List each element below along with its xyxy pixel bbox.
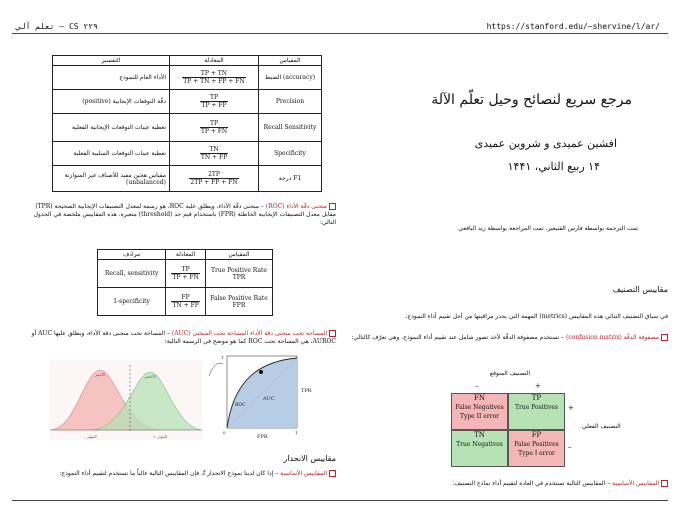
predicted-label: التصنيف المتوقع [489,370,531,377]
metrics-col-interp: التفسير [53,56,170,66]
bullet-icon [329,470,336,477]
formula-num: TP [200,94,227,102]
roc-term: منحنى دقّة الأداء (ROC) [265,203,327,210]
metric-interp: دقّة التوقعات الإيجابية (positive) [53,90,170,114]
metric-formula [170,114,259,142]
metric-name: الضبط (accuracy) [259,66,322,90]
roc-metric: True Positive Rate TPR [206,260,273,288]
main-metrics-paragraph [344,480,668,488]
confusion-term: مصفوفة الدقّة (confusion matrix) [565,334,659,341]
roc-col-formula: المعادلة [166,250,206,260]
auc-text: – المساحة تحت منحنى دقة الأداء، ويطلق عليها AUC أو AUROC، هي المساحة تحت ROC كما هو موضح في الرسمة التالية: [31,330,336,345]
roc-point [259,370,263,374]
metric-interp: مقياس هجين مفيد للأصناف غير المتوازنة (unbalanced) [53,166,170,192]
roc-syn: Recall, sensitivity [98,260,166,288]
formula-num: TP + TN [182,70,245,78]
cm-cell-tn-name: True Negatives [456,441,503,448]
regression-text: – إذا كان لدينا نموذج الانحدار f، فإن المقاييس التالية غالباً ما تستخدم لتقييم أداء النموذج: [59,470,279,477]
roc-metric: False Positive Rate FPR [206,288,273,316]
metric-name: درجة F1 [259,166,322,192]
roc-formula [166,260,206,288]
cm-cell-fp-abbr: FP [531,431,542,439]
fpr-axis-label: FPR [257,434,268,440]
cm-cell-fn-extra: Type II error [459,413,500,420]
regression-heading: مقاييس الانحدار [283,454,336,463]
metric-formula [170,66,259,90]
main-metrics-text: – المقاييس التالية تستخدم في العادة لتقييم أداء نماذج التصنيف. [452,480,611,487]
cm-cell-tp-name: True Positives [515,404,558,411]
cm-cell-fn [451,393,508,430]
authors: افشين عميدى و شروين عميدى [474,137,617,150]
formula-den: TN + FP [200,154,228,161]
cm-cell-fp-extra: Type I error [518,450,555,457]
page-title: مرجع سريع لنصائح وحيل تعلّم الآلة [431,92,632,108]
metric-interp: تغطية عينات التوقعات السلبية الفعلية [53,142,170,166]
table-row [98,260,273,288]
cm-cell-tp-abbr: TP [531,394,542,402]
x-max-label: 1 [295,430,298,435]
roc-paragraph [30,203,336,227]
table-row [53,90,322,114]
roc-formula [166,288,206,316]
roc-table [97,249,273,316]
classification-heading: مقاييس التصنيف [612,285,668,294]
translation-note: تمت الترجمة بواسطة فارس القنيعير. تمت المراجعة بواسطة زيد اليافعي [458,225,638,232]
left-peak-label: الأحمر [94,372,106,377]
metric-name: Specificity [259,142,322,166]
regression-paragraph [30,470,336,478]
cm-cell-tn-abbr: TN [474,431,485,439]
cm-cell-tp [508,393,565,430]
actual-plus: + [568,404,574,412]
pos-label: + المؤثر [152,434,168,439]
table-row [98,288,273,316]
footer-rule [12,500,668,501]
link-arrow-icon [209,363,223,376]
metrics-table [52,55,322,192]
metric-formula [170,142,259,166]
table-row [53,142,322,166]
right-peak-label: الأخضر [144,374,156,379]
actual-minus: – [568,443,572,451]
table-row [53,114,322,142]
header-course: CS ۲۲۹ – تعلم آلي [16,22,98,31]
roc-syn: 1-specificity [98,288,166,316]
metric-interp: تغطية عينات التوقعات الإيجابية الفعلية [53,114,170,142]
cm-cell-fn-abbr: FN [474,394,485,402]
formula-den: TP + FN [200,128,228,135]
regression-term: المقاييس الأساسية [280,470,327,477]
distribution-figure [50,360,202,440]
formula-num: FP [171,294,199,302]
metrics-col-formula: المعادلة [170,56,259,66]
y-max-label: 1 [221,355,224,360]
bullet-icon [329,203,336,210]
predicted-minus: – [475,382,479,390]
auc-term: المساحة تحت منحنى دقة الأداء المساحة تحت المنحنى (AUC) [171,330,327,337]
confusion-text: – تستخدم مصفوفة الدقّة لأخذ تصور شامل عند تقييم أداء النموذج. وهي تعرّف كالتالي: [351,334,565,341]
header-url[interactable]: https://stanford.edu/~shervine/l/ar/ [486,22,660,31]
actual-label: التصنيف الفعلي [582,423,621,430]
cm-cell-fp [508,430,565,467]
formula-num: TP [200,120,228,128]
table-row [53,166,322,192]
formula-den: TN + FP [172,302,199,309]
cm-cell-tn [451,430,508,467]
date: ۱۴ ربيع الثاني، ۱۴۴۱ [507,160,600,173]
formula-num: TN [200,146,228,154]
formula-den: TP + TN + FP + FN [183,78,245,85]
formula-den: TP + FN [172,274,199,281]
metric-formula [170,90,259,114]
table-row [53,66,322,90]
formula-den: TP + FP [201,102,227,109]
roc-text: – منحنى دقّة الأداء، ويطلق عليه ROC، هو رسمة لمعدل التصنيفات الإيجابية الصحيحة (TPR) مقابل معدل التصنيفات الإيجابية الخاطئة (FPR) باستخدام قيم حد (threshold) متغيرة. هذه المقاييس ملخصة في الجدول التالي: [33,203,336,226]
predicted-plus: + [535,382,541,390]
confusion-paragraph [344,334,668,342]
metric-name: Precision [259,90,322,114]
auc-label: AUC [263,396,275,402]
roc-label: ROC [235,403,246,408]
formula-num: TP [171,266,199,274]
bullet-icon [661,334,668,341]
metric-formula [170,166,259,192]
formula-den: 2TP + FP + FN [190,179,238,186]
header-rule [12,33,668,34]
roc-figure [205,348,325,440]
cm-cell-fp-name: False Positives [514,441,559,448]
formula-num: 2TP [189,171,238,179]
bullet-icon [661,480,668,487]
cm-cell-fn-name: False Negatives [455,404,504,411]
origin-label: 0 [223,430,226,435]
bullet-icon [329,330,336,337]
neg-label: – المؤثر [83,434,97,439]
main-metrics-term: المقاييس الأساسية [612,480,659,487]
roc-col-metric: المقياس [206,250,273,260]
metric-name: Recall Sensitivity [259,114,322,142]
classification-intro: في سياق التصنيف الثنائي هذه المقاييس (metrics) المهمة التي يجدر مراقبتها من أجل تقييم آداء النموذج. [405,313,668,320]
auc-paragraph [30,330,336,346]
roc-col-syn: مرادف [98,250,166,260]
metrics-col-metric: المقياس [259,56,322,66]
tpr-axis-label: TPR [301,388,312,394]
metric-interp: الأداء العام للنموذج [53,66,170,90]
